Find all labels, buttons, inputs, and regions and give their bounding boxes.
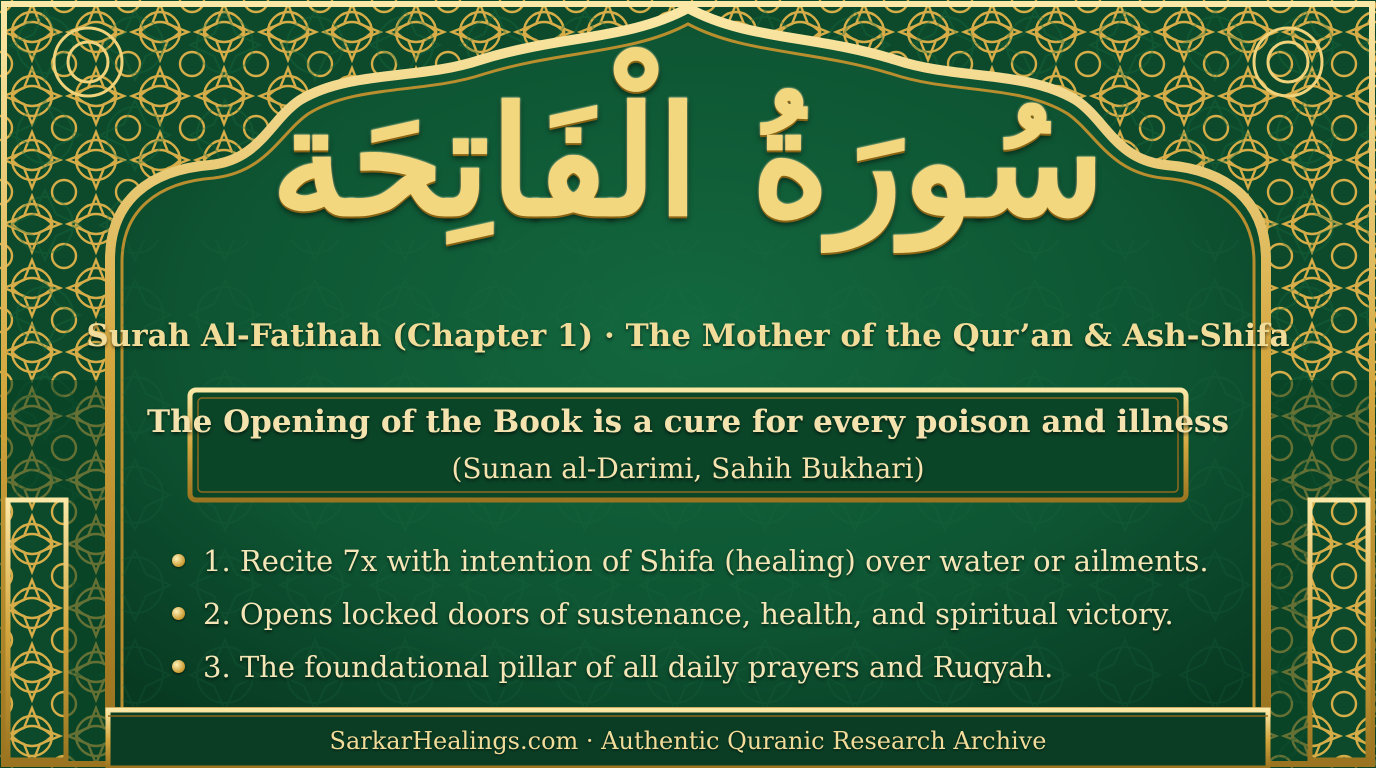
bullet-dot-icon	[172, 554, 185, 567]
footer-credit: SarkarHealings.com · Authentic Quranic Research Archive	[329, 727, 1047, 755]
list-item	[172, 640, 1272, 693]
bullet-dot-icon	[172, 607, 185, 620]
bullet-dot-icon	[172, 660, 185, 673]
list-item-text: 2. Opens locked doors of sustenance, health, and spiritual victory.	[203, 596, 1174, 631]
quote-text: The Opening of the Book is a cure for every poison and illness	[147, 404, 1229, 440]
list-item	[172, 534, 1272, 587]
list-item-text: 3. The foundational pillar of all daily prayers and Ruqyah.	[203, 649, 1054, 684]
list-item-text: 1. Recite 7x with intention of Shifa (healing) over water or ailments.	[203, 543, 1209, 578]
list-item	[172, 587, 1272, 640]
benefits-list	[172, 534, 1272, 693]
surah-calligraphy: سُورَةُ الْفَاتِحَة	[270, 74, 1106, 250]
subtitle: Surah Al-Fatihah (Chapter 1) · The Mother of the Qur’an & Ash-Shifa	[86, 318, 1290, 354]
quote-source: (Sunan al-Darimi, Sahih Bukhari)	[451, 452, 925, 485]
